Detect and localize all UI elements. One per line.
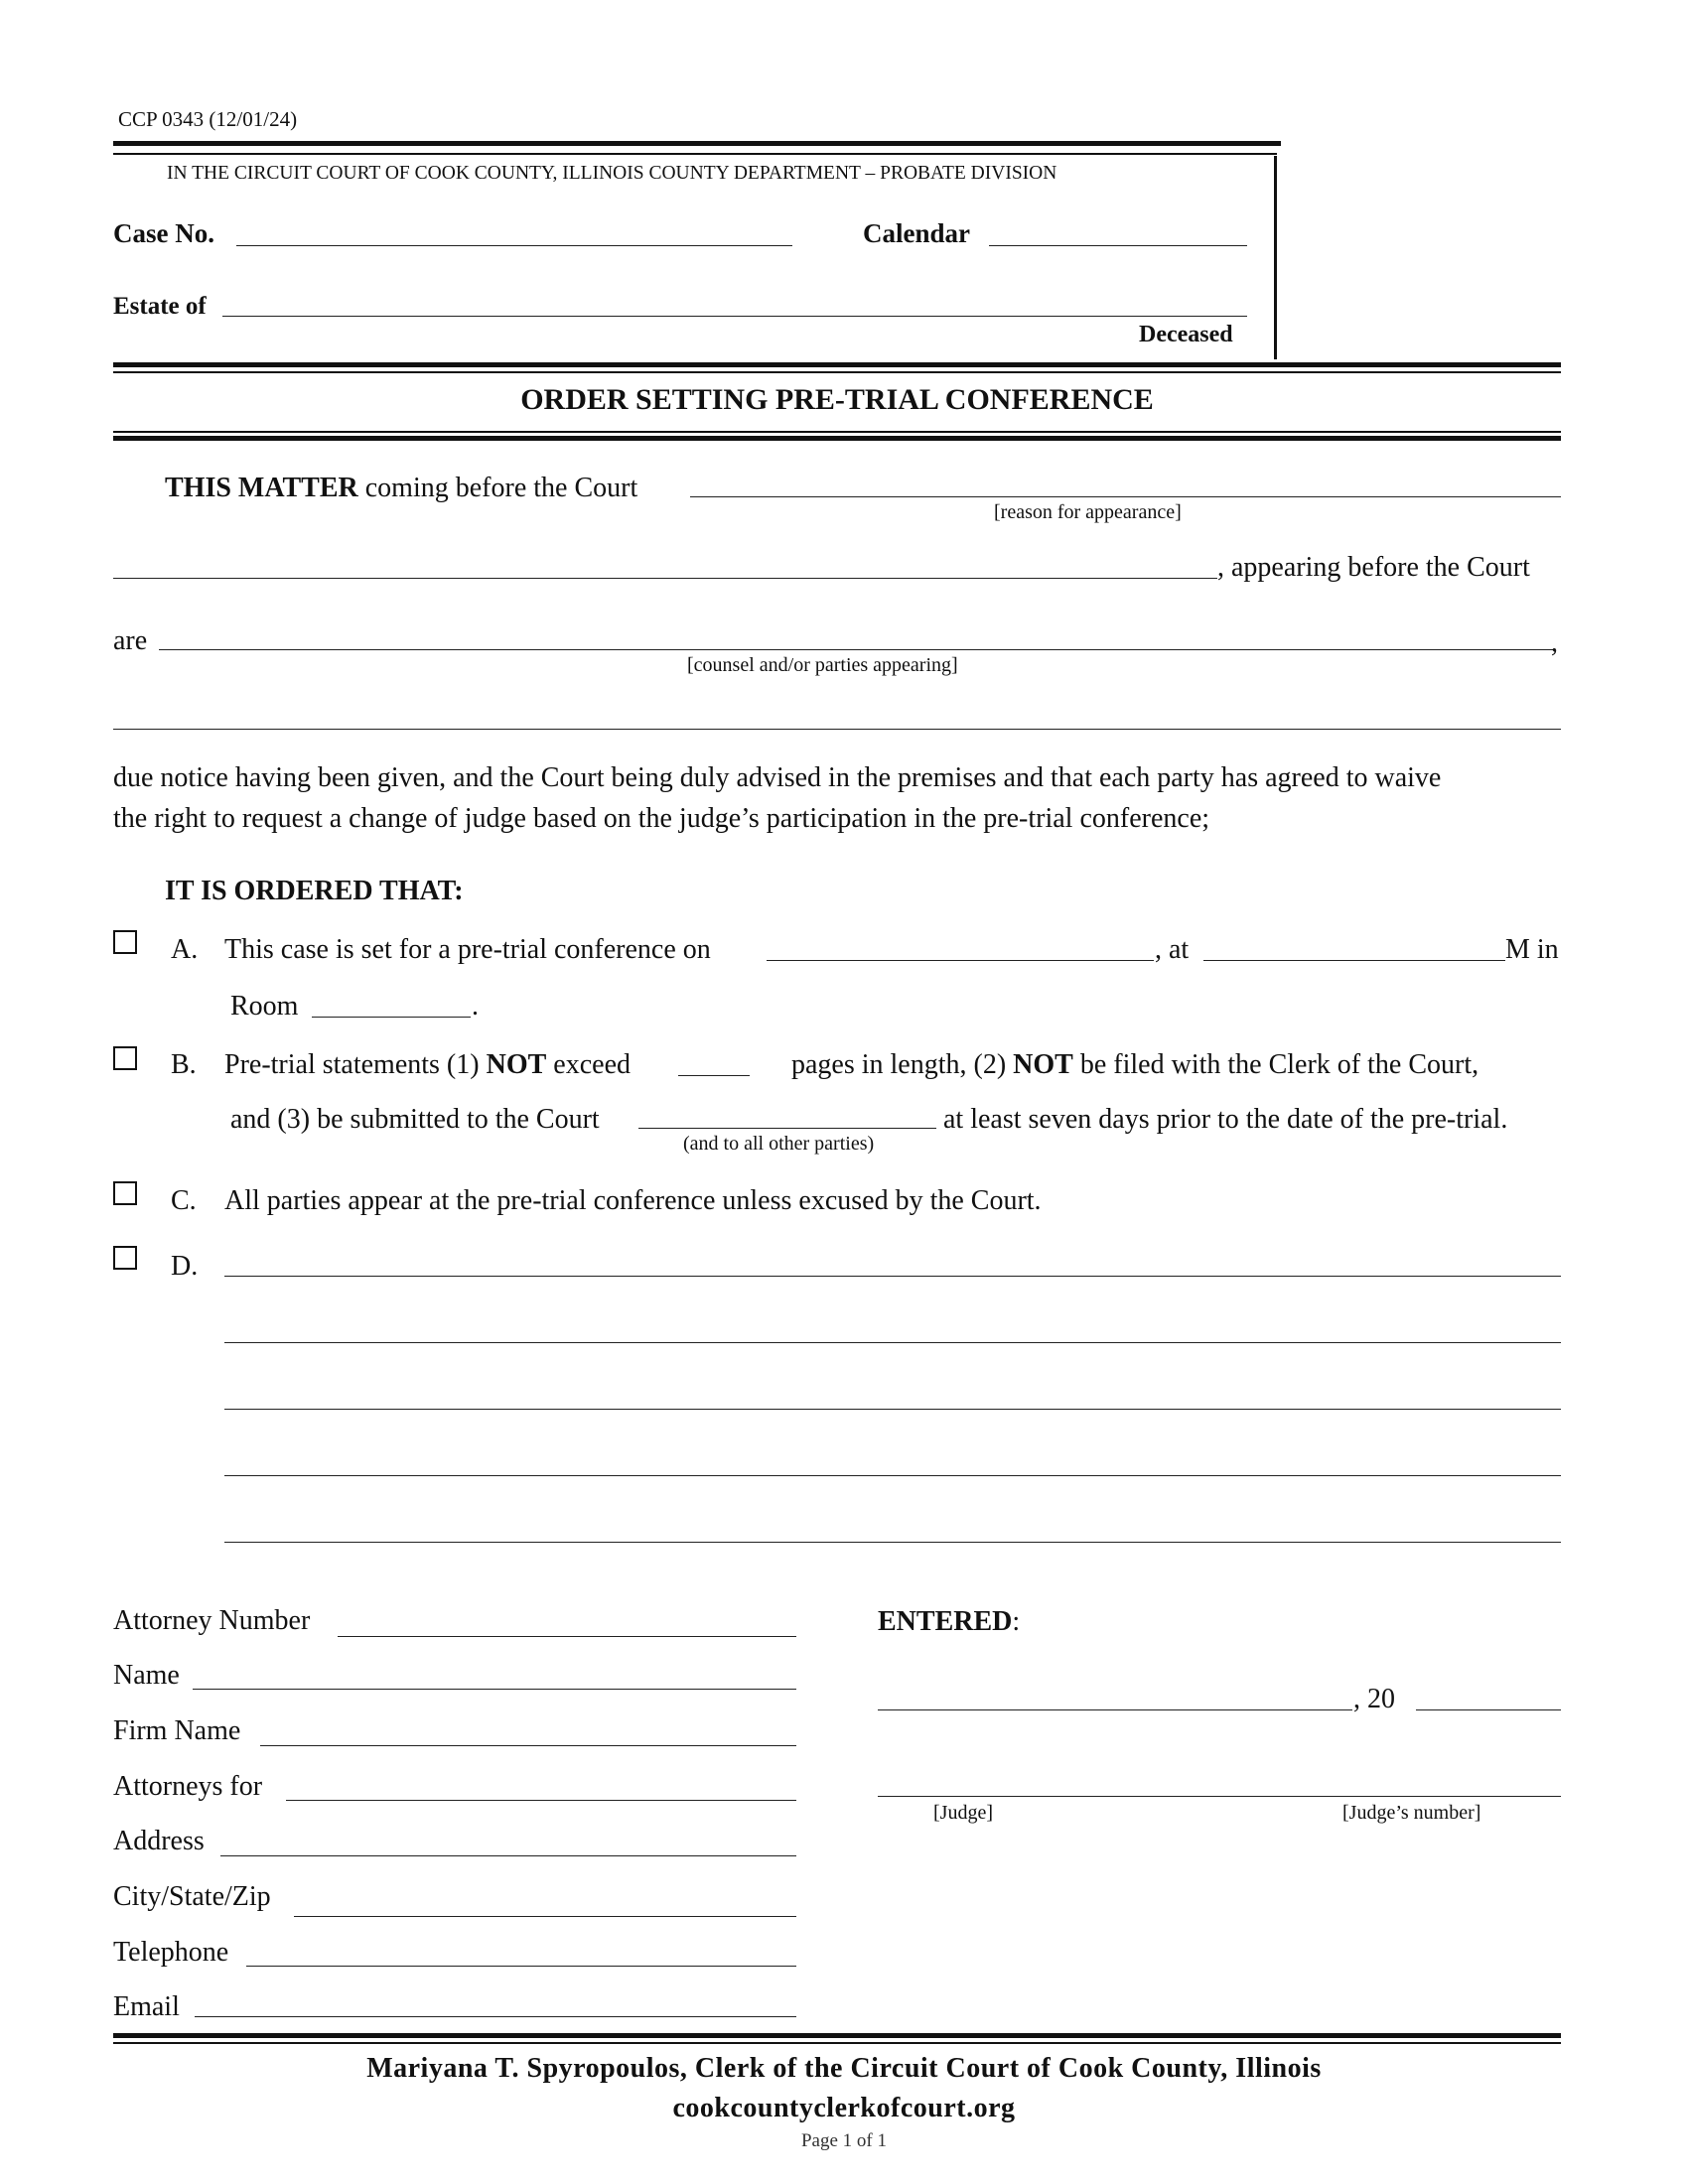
judge-caption: [Judge] xyxy=(933,1802,993,1824)
notice-line-1: due notice having been given, and the Court being duly advised in the premises and that each party has agreed to waive xyxy=(113,762,1442,793)
telephone-field[interactable] xyxy=(246,1966,796,1967)
item-a-room-field[interactable] xyxy=(312,1017,471,1018)
item-d-letter: D. xyxy=(171,1251,199,1282)
court-heading: IN THE CIRCUIT COURT OF COOK COUNTY, ILLINOIS COUNTY DEPARTMENT – PROBATE DIVISION xyxy=(167,163,1057,184)
ordered-heading: IT IS ORDERED THAT: xyxy=(165,876,464,906)
item-b-text5: and (3) be submitted to the Court xyxy=(230,1104,600,1135)
footer-rule-thick xyxy=(113,2033,1561,2038)
counsel-field[interactable] xyxy=(159,649,1554,650)
estate-of-label: Estate of xyxy=(113,293,207,320)
firm-name-label: Firm Name xyxy=(113,1715,241,1746)
item-b-text6: at least seven days prior to the date of the pre-trial. xyxy=(943,1104,1508,1135)
item-a-m-in: M in xyxy=(1505,934,1559,965)
matter-line-2[interactable] xyxy=(113,578,1217,579)
judge-number-caption: [Judge’s number] xyxy=(1342,1802,1481,1824)
item-b-not1: NOT xyxy=(486,1049,547,1080)
counsel-caption: [counsel and/or parties appearing] xyxy=(687,654,958,676)
item-b-court-field[interactable] xyxy=(638,1128,936,1129)
item-d-line-2[interactable] xyxy=(224,1342,1561,1343)
this-matter-line xyxy=(165,475,637,502)
address-label: Address xyxy=(113,1826,205,1856)
header-right-rule xyxy=(1274,156,1277,359)
telephone-label: Telephone xyxy=(113,1937,229,1968)
city-state-zip-label: City/State/Zip xyxy=(113,1881,271,1912)
appearing-text: , appearing before the Court xyxy=(1217,552,1530,583)
this-matter-bold: THIS MATTER xyxy=(165,473,358,503)
calendar-label: Calendar xyxy=(863,218,970,248)
footer-website: cookcountyclerkofcourt.org xyxy=(672,2093,1016,2123)
case-no-label: Case No. xyxy=(113,218,214,248)
item-b-caption: (and to all other parties) xyxy=(683,1133,875,1155)
entered-label xyxy=(878,1608,1020,1636)
entered-colon: : xyxy=(1012,1606,1021,1637)
title-top-rule-thick xyxy=(113,362,1561,367)
counsel-field-2[interactable] xyxy=(113,729,1561,730)
item-a-room: Room xyxy=(230,991,299,1022)
item-d-checkbox[interactable] xyxy=(113,1246,137,1270)
counsel-comma: , xyxy=(1551,627,1558,658)
attorney-number-label: Attorney Number xyxy=(113,1605,311,1636)
item-a-letter: A. xyxy=(171,934,199,965)
item-b-text1: Pre-trial statements (1) xyxy=(224,1049,480,1080)
item-d-line-5[interactable] xyxy=(224,1542,1561,1543)
title-bottom-rule-thin xyxy=(113,431,1561,433)
item-a-period: . xyxy=(472,991,479,1022)
item-b-text3: pages in length, (2) xyxy=(791,1049,1007,1080)
attorneys-for-field[interactable] xyxy=(286,1800,796,1801)
item-d-line-3[interactable] xyxy=(224,1409,1561,1410)
item-a-text: This case is set for a pre-trial conference on xyxy=(224,934,711,965)
this-matter-rest: coming before the Court xyxy=(364,473,638,503)
calendar-field[interactable] xyxy=(989,245,1247,246)
attorneys-for-label: Attorneys for xyxy=(113,1771,263,1802)
address-field[interactable] xyxy=(220,1855,796,1856)
item-b-text2: exceed xyxy=(553,1049,631,1080)
item-b-not2: NOT xyxy=(1013,1049,1073,1080)
are-label: are xyxy=(113,625,148,656)
firm-name-field[interactable] xyxy=(260,1745,796,1746)
case-no-field[interactable] xyxy=(236,245,792,246)
item-a-at: , at xyxy=(1155,934,1190,965)
entered-year-prefix: , 20 xyxy=(1353,1684,1395,1714)
item-c-text: All parties appear at the pre-trial conference unless excused by the Court. xyxy=(224,1185,1042,1216)
reason-caption: [reason for appearance] xyxy=(994,501,1182,523)
reason-field[interactable] xyxy=(690,496,1561,497)
email-field[interactable] xyxy=(195,2016,796,2017)
entered-label-text: ENTERED xyxy=(878,1606,1013,1637)
footer-page-number: Page 1 of 1 xyxy=(800,2130,887,2151)
item-b-text4: be filed with the Clerk of the Court, xyxy=(1079,1049,1479,1080)
item-a-date-field[interactable] xyxy=(767,960,1154,961)
item-b-line-1a xyxy=(224,1051,631,1079)
estate-of-field[interactable] xyxy=(222,316,1247,317)
item-b-checkbox[interactable] xyxy=(113,1046,137,1070)
item-d-line-1[interactable] xyxy=(224,1276,1561,1277)
name-label: Name xyxy=(113,1660,180,1691)
item-d-line-4[interactable] xyxy=(224,1475,1561,1476)
title-top-rule-thin xyxy=(113,371,1561,373)
item-c-checkbox[interactable] xyxy=(113,1181,137,1205)
entered-date-field[interactable] xyxy=(878,1709,1352,1710)
footer-rule-thin xyxy=(113,2042,1561,2044)
item-b-letter: B. xyxy=(171,1049,197,1080)
item-c-letter: C. xyxy=(171,1185,197,1216)
header-top-thin-rule xyxy=(113,153,1277,155)
header-top-rule xyxy=(113,141,1281,146)
notice-line-2: the right to request a change of judge based on the judge’s participation in the pre-trial conference; xyxy=(113,803,1210,834)
form-id: CCP 0343 (12/01/24) xyxy=(118,107,298,131)
item-b-line-1b xyxy=(791,1051,1478,1079)
page-title: ORDER SETTING PRE-TRIAL CONFERENCE xyxy=(520,383,1154,416)
item-a-checkbox[interactable] xyxy=(113,930,137,954)
email-label: Email xyxy=(113,1991,180,2022)
item-a-time-field[interactable] xyxy=(1203,960,1505,961)
city-state-zip-field[interactable] xyxy=(294,1916,796,1917)
item-b-pages-field[interactable] xyxy=(678,1075,750,1076)
judge-signature-field[interactable] xyxy=(878,1796,1561,1797)
entered-year-field[interactable] xyxy=(1416,1709,1561,1710)
name-field[interactable] xyxy=(193,1689,796,1690)
attorney-number-field[interactable] xyxy=(338,1636,796,1637)
title-bottom-rule-thick xyxy=(113,436,1561,441)
footer-clerk: Mariyana T. Spyropoulos, Clerk of the Circuit Court of Cook County, Illinois xyxy=(366,2053,1322,2084)
deceased-label: Deceased xyxy=(1139,322,1233,347)
